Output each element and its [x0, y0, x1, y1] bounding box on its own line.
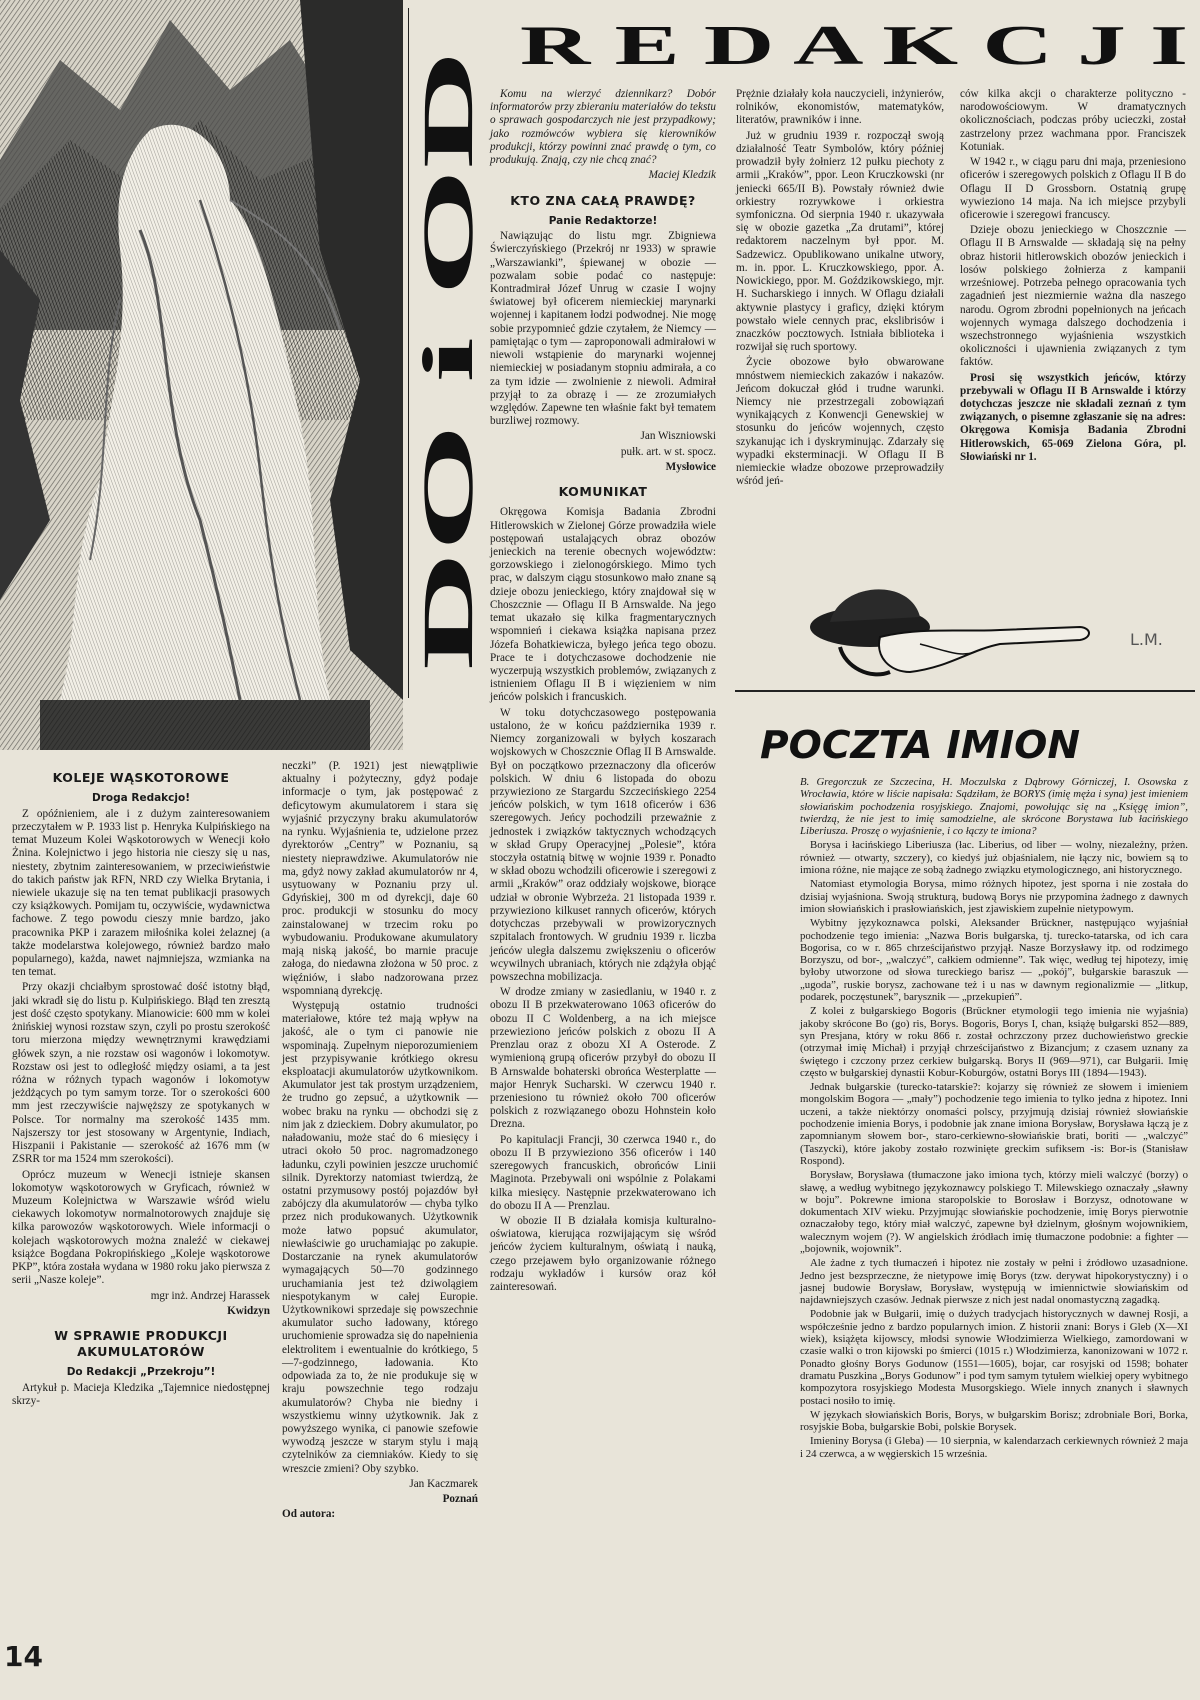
koleje-signature: mgr inż. Andrzej Harassek — [150, 1289, 270, 1302]
author-reply-signature: Maciej Kledzik — [648, 169, 716, 182]
poczta-paragraph: W językach słowiańskich Boris, Borys, w bułgarskim Borisz; zdrobniale Bori, Borka, rosyjskie Boba, bułgarskie Bobi, polskie Borysek. — [800, 1408, 1188, 1434]
koleje-title: KOLEJE WĄSKOTOROWE — [52, 770, 230, 785]
komunikat-paragraph: ców kilka akcji o charakterze polityczno - narodowościowym. W dramatycznych okolicznościach, podczas próby ucieczki, został zastrzelony przez wachmana ppor. Franciszek Kotuniak. — [960, 88, 1186, 153]
engraving-illustration — [0, 0, 403, 750]
column-rule — [408, 8, 409, 698]
poczta-paragraph: Z kolei z bułgarskiego Bogoris (Brückner etymologii tego imienia nie wyjaśnia) jakoby skrócone Bo (go) ris, Borys. Bogoris, Borys I, chan, książę bułgarski 852—889, syn Presjana, który w roku 866 r. został ochrzczony przez duchowieństwo greckie (otrzymał imię Michał) i przyjął chrześcijaństwo z Bizancjum; z czasem uznany za świętego i czczony przez cerkiew bułgarską. Borys II (969—971), car Bułgarii. Imię często w bułgarskiej dynastii Kobur-Koburgów, ostatni Borys III (1894—1943). — [800, 1005, 1188, 1079]
poczta-title — [760, 720, 1100, 773]
komunikat-end-column — [960, 88, 1186, 608]
poczta-paragraph: Wybitny językoznawca polski, Aleksander Brückner, następująco wyjaśniał pochodzenie tego imienia: „Nazwa Boris bułgarska, tj. turecko-tatarska, od ich cara Bogorisa, co w r. 865 chrześcijaństwo przyjął. Nasze Borzysławy itp. od rodzimego Borzyszu, od bor-, „walczyć”, całkiem odmienne”. Tak więc, według tej hipotezy, imię byłoby utworzone od słowa tureckiego barisz — „pokój”, bułgarskie baraszuk — „ugoda”, ruskie borysz, zachowane też i u nas w dawnym regionalizmie — „litkup, podarek, poczęstunek”, barysznik — „przekupień”. — [800, 917, 1188, 1004]
akumulatory-title: W SPRAWIE PRODUKCJI AKUMULATORÓW — [54, 1327, 228, 1360]
komunikat-appeal: Prosi się wszystkich jeńców, którzy przebywali w Oflagu II B Arnswalde i którzy dotychczas jeszcze nie składali zeznań z tym związanych, o pisemne zgłaszanie się na adres: Okręgowa Komisja Badania Zbrodni Hitlerowskich, 65-069 Zielona Góra, pl. Słowiański nr 1. — [960, 371, 1186, 463]
koleje-paragraph: Przy okazji chciałbym sprostować dość istotny błąd, jaki wkradł się do listu p. Kulpińskiego. Błąd ten zresztą jest dość często spotykany. Mianowicie: 600 mm w kolei żnińskiej wynosi rozstaw szyn, czyli po prostu szerokość toru mierzona między wewnętrznymi krawędziami główek szyn, a nie rozstaw osi wagonów i lokomotyw. Rozstaw osi jest to odległość między osiami, a ta jest różna w różnych typach wagonów i lokomotyw jeżdżących po tym samym torze. Tor o szerokości 600 mm jest rzeczywiście najwęższy ze spotykanych w Polsce. Tor normalny ma szerokość 1435 mm. Najszerszy tor jest stosowany w Argentynie, Indiach, Hiszpanii i Pakistanie — szerokość aż 1676 mm (w ZSRR tor ma 1524 mm szerokości). — [12, 981, 270, 1166]
komunikat-title: KOMUNIKAT — [558, 484, 648, 500]
akumulatory-greeting: Do Redakcji „Przekroju”! — [66, 1366, 216, 1379]
komunikat-paragraph: Okręgowa Komisja Badania Zbrodni Hitlerowskich w Zielonej Górze prowadziła wiele postępowań ustalających obraz obozów jenieckich na terenie obecnych województw: gorzowskiego i zielonogórskiego. Mimo tych prac, w dalszym ciągu stosunkowo mało znane są dzieje obozu jenieckiego, który znajdował się w Choszcznie — Oflagu II B Arnswalde. Na jego temat ukazało się kilka fragmentarycznych wspomnień i ciekawa książka napisana przez Józefa Bohatkiewicza, byłego jeńca tego obozu. Prace te i dotychczasowe dochodzenie nie wyczerpują wszystkich problemów, związanych z istnieniem Oflagu II B i więzieniem w nim jeńców polskich i francuskich. — [490, 506, 716, 704]
akumulatory-signature: Jan Kaczmarek — [409, 1477, 478, 1490]
kto-zna-title: KTO ZNA CAŁĄ PRAWDĘ? — [510, 192, 696, 208]
poczta-lead: B. Gregorczuk ze Szczecina, H. Moczulska z Dąbrowy Górniczej, I. Osowska z Wrocławia, które w liście napisała: Sądziłam, że BORYS (imię męża i syna) jest imieniem słowiańskim pochodzenia rosyjskiego. Znajomi, powołując się na „Księgę imion”, twierdzą, że nie jest to imię samodzielne, ale skrócone Borystawa lub łacińskiego Liberiusza. Proszę o wyjaśnienie, i co łączy te imiona? — [800, 776, 1188, 838]
poczta-title-text: POCZTA IMION — [760, 723, 1080, 767]
poczta-paragraph: Borysław, Borysława (tłumaczone jako imiona tych, którzy mieli walczyć (borzy) o sławę, a według wybitnego językoznawcy polskiego T. Milewskiego oznaczały „sławny w boju”. Pokrewne imiona staropolskie to Borosław i Borzysz, odnotowane w dokumentach XIV wieku. Przyjmując słowiańskie pochodzenie, imię Borys pierwotnie oznaczałoby tego, który miał walczyć, zapewne był dzielnym, głośnym wojownikiem, walecznym wojem (?). W angielskich źródłach imię tłumaczone podobnie: a fighter — „bojownik, wojownik”. — [800, 1169, 1188, 1255]
vertical-title-text: DO i OD — [408, 397, 488, 670]
koleje-paragraph: Oprócz muzeum w Wenecji istnieje skansen lokomotyw wąskotorowych w Gryficach, również w Muzeum Kolejnictwa w Warszawie wśród wielu ciekawych lokomotyw normalnotorowych znajduje się kilka parowozów wąskotorowych. Wiele informacji o kolejach wąskotorowych można znaleźć w ciekawej książce Bogdana Pokropińskiego „Koleje wąskotorowe PKP”, która została wydana w 1980 roku jako pierwsza z serii „Nasze koleje”. — [12, 1168, 270, 1287]
author-reply-label: Od autora: — [282, 1508, 336, 1521]
kto-zna-city: Mysłowice — [665, 460, 716, 473]
middle-column — [490, 88, 716, 1690]
banner-title-text: R E D A K C J I — [520, 15, 1188, 77]
komunikat-paragraph: Dzieje obozu jenieckiego w Choszcznie — Oflagu II B Arnswalde — składają się na pełny obraz historii hitlerowskich obozów jenieckich i losów polskiego żołnierza z kampanii wrześniowej. Potrzeba pełnego opracowania tych zagadnień jest niezmiernie ważna dla naszego narodu. Ogrom zbrodni popełnionych na jeńcach wojennych wymaga dalszego dochodzenia i wszechstronnego wyjaśnienia wszystkich okoliczności i ujawnienia związanych z tym faktów. — [960, 224, 1186, 369]
komunikat-paragraph: W obozie II B działała komisja kulturalno-oświatowa, kierująca rozwijającym się wśród jeńców życiem kulturalnym, oświatą i nauką, czego przejawem było organizowanie różnego rodzaju wykładów i kursów oraz kół zainteresowań. — [490, 1214, 716, 1294]
komunikat-paragraph: Już w grudniu 1939 r. rozpoczął swoją działalność Teatr Symbolów, który później prowadził były żołnierz 12 pułku piechoty z armii „Kraków”, ppor. Leon Kruczkowski (nr jeniecki 665/II B). Powstały również dwie orkiestry rozrywkowe i orkiestra symfoniczna. Od sierpnia 1940 r. ukazywała się w obozie gazetka „Za drutami”, której redaktorem naczelnym był ppor. M. Sadzewicz. Opublikowano unikalne utwory, m. in. ppor. L. Kruczkowskiego, ppor. A. Nowickiego, ppor. M. Goździkowskiego, mjr. H. Sucharskiego i innych. W Oflagu działali aktywnie plastycy i graficy, dzięki którym powstało wiele cennych prac, ekslibrisów i znaczków pocztowych. Istniała biblioteka i rozwijał się ruch sportowy. — [736, 129, 944, 354]
poczta-paragraph: Borysa i łacińskiego Liberiusza (łac. Liberius, od liber — wolny, niezależny, prżen. również — otwarty, szczery), co kiedyś już objaśnialem, nie łączy nic, bowiem są to imiona różne, nie mające ze sobą żadnego związku etymologicznego, ani historycznego. — [800, 839, 1188, 877]
poczta-paragraph: Podobnie jak w Bułgarii, imię o dużych tradycjach historycznych w dawnej Rosji, a współcześnie jedno z bardzo popularnych imion. Z historii znani: Borys i Gleb (X—XI wiek), książęta kijowscy, młodsi synowie Włodzimierza Wielkiego, zamordowani w czasie walki o tron kijowski po śmierci (1015 r.) Włodzimierza, kanonizowani w 1072 r. Ponadto głośny Borys Godunow (1551—1605), bojar, car rosyjski od 1598; bohater dramatu Puszkina „Borys Godunow” i pod tym samym tytułem wielkiej opery wybitnego kompozytora rosyjskiego Modesta Musorgskiego. Wiele innych znanych i sławnych postaci nosiło to imię. — [800, 1308, 1188, 1407]
poczta-paragraph: Jednak bułgarskie (turecko-tatarskie?: kojarzy się również ze słowem i imieniem mongolskim Bogora — „mały”) pochodzenie tego imienia to tylko jedna z hipotez. Inni uczeni, a także niektórzy onomaści polscy, przyjmują dzisiaj również słowiańskie pochodzenie imienia Borys, i podobnie jak znane imiona Borysław, Borysława łączą je z zapomnianym słowem bor-, staro-cerkiewno-słowiańskie brati, boriti — „walczyć” (Taszycki), które jakoby zostało rozwinięte greckim sufiksem -is: Bor-is (Stanisław Rospond). — [800, 1081, 1188, 1167]
pointing-hand-icon — [800, 572, 1100, 692]
author-reply: Komu na wierzyć dziennikarz? Dobór informatorów przy zbieraniu materiałów do tekstu o sprawach gospodarczych nie jest przypadkowy; jako rozmówców wybiera się kierowników produkcji, którzy powinni znać prawdę o tym, co produkują. Znają, czy nie chcą znać? — [490, 88, 716, 167]
koleje-greeting: Droga Redakcjo! — [92, 792, 190, 805]
kto-zna-greeting: Panie Redaktorze! — [548, 214, 658, 227]
engraving-draped-figure-icon — [0, 0, 403, 750]
poczta-column — [800, 776, 1188, 1690]
komunikat-paragraph: Prężnie działały koła nauczycieli, inżynierów, rolników, ekonomistów, matematyków, literatów, prawników i inne. — [736, 88, 944, 127]
vertical-title — [408, 40, 488, 680]
komunikat-paragraph: Życie obozowe było obwarowane mnóstwem niemieckich zakazów i nakazów. Jeńcom dokuczał głód i trudne warunki. Niemcy nie przestrzegali zobowiązań wynikających z Konwencji Genewskiej w stosunku do jeńców wojennych, często szykanując ich i dyskryminując. Zdarzały się wypadki eksterminacji. W Oflagu II B niemieckie władze obozowe przeprowadziły wśród jeń- — [736, 356, 944, 488]
akumulatory-city: Poznań — [442, 1493, 478, 1506]
akumulatory-column — [282, 760, 478, 1690]
illustrator-initials: L.M. — [1130, 630, 1163, 649]
komunikat-paragraph: Po kapitulacji Francji, 30 czerwca 1940 r., do obozu II B przywieziono 356 oficerów i 140 szeregowych francuskich, obrońców Linii Maginota. Przebywali oni wspólnie z Polakami kilka miesięcy. Następnie przekwaterowano ich do obozu II A — Prenzlau. — [490, 1133, 716, 1212]
page-number: 14 — [4, 1640, 43, 1673]
akumulatory-intro: Artykuł p. Macieja Kledzika „Tajemnice niedostępnej skrzy- — [12, 1381, 270, 1408]
banner-title — [520, 12, 1190, 77]
kto-zna-signature: Jan Wiszniowski — [640, 430, 716, 443]
kto-zna-paragraph: Nawiązując do listu mgr. Zbigniewa Świerczyńskiego (Przekrój nr 1933) w sprawie „Warszawianki”, śpiewanej w obozie — pozwalam sobie podać co następuje: Kontradmirał Józef Unrug w czasie I wojny światowej był oficerem niemieckiej marynarki wojennej i kapitanem łodzi podwodnej. Nie mogę sobie przypomnieć gdzie czytałem, że Niemcy — pamiętając o tym — zaproponowali admirałowi w niewoli wstąpienie do marynarki wojennej niemieckiej w posiadanym stopniu admirała, a co za tym idzie — zwolnienie z niewoli. Admirał przyjął to za obrazę i — ze zrozumiałych względów. Zapewne ten właśnie fakt był tematem burzliwej rozmowy. — [490, 230, 716, 428]
poczta-paragraph: Imieniny Borysa (i Gleba) — 10 sierpnia, w kalendarzach cerkiewnych również 2 maja i 24 czerwca, a w węgierskich 15 września. — [800, 1435, 1188, 1460]
poczta-paragraph: Ale żadne z tych tłumaczeń i hipotez nie zostały w pełni i źródłowo uzasadnione. Jedno jest bezsprzeczne, że nietypowe imię Borys (tzw. derywat hipokorystyczny) i o jasnej budowie Borysław, Borysław, występują w imiennictwie słowiańskim od najdawniejszych czasów. Jednak pierwsze z nich jest nadal onomastyczną zagadką. — [800, 1257, 1188, 1307]
koleje-paragraph: Z opóźnieniem, ale i z dużym zainteresowaniem przeczytałem w P. 1933 list p. Henryka Kulpińskiego na temat Muzeum Kolei Wąskotorowych w Wenecji koło Żnina. Kolejnictwo i jego historia nie cieszy się u nas, niestety, zbytnim zainteresowaniem, w przeciwieństwie do takich państw jak RFN, NRD czy Wielka Brytania, i niewiele ukazuje się na ten temat publikacji prasowych czy książkowych. Pomijam tu, oczywiście, wydawnictwa fachowe. Z tego powodu cieszy mnie bardzo, jako pracownika PKP i zarazem miłośnika kolei żelaznej (a także modelarstwa kolejowego, również bardzo mało popularnego), każda, nawet najmniejsza, wzmianka na ten temat. — [12, 807, 270, 979]
komunikat-paragraph: W drodze zmiany w zasiedlaniu, w 1940 r. z obozu II B przekwaterowano 1063 oficerów do obozu II C Woldenberg, a na ich miejsce przewieziono jeńców polskich z obozu II A Prenzlau oraz z obozu XI A Osterode. Z wymienioną grupą oficerów przybył do obozu II B Arnswalde bohaterski obrońca Westerplatte — major Henryk Sucharski. W czerwcu 1940 r. przeniesiono tu również około 700 oficerów polskich z rozwiązanego obozu Hohnstein koło Drezna. — [490, 986, 716, 1131]
kto-zna-rank: pułk. art. w st. spocz. — [620, 445, 716, 458]
akumulatory-paragraph: Występują ostatnio trudności materiałowe, które też mają wpływ na jakość, ale o tym ci panowie nie wspominają. Zupełnym nieporozumieniem jest przypisywanie krótkiego okresu eksploatacji akumulatorów użytkownikom. Akumulator jest tak prostym urządzeniem, że trudno go zepsuć, a użytkownik — wobec braku na rynku — obchodzi się z nim jak z dzieckiem. Dobry akumulator, po naładowaniu, może stać do 6 miesięcy i utraci około 50 proc. nagromadzonego ładunku, czyli powinien jeszcze uruchomić silnik. Dyrektorzy natomiast twierdzą, że ostatni przymusowy postój pojazdów był zabójczy dla akumulatorów — chyba tylko przez nich produkowanych. Użytkownik może łatwo popsuć akumulator, niewłaściwie go uruchamiając po zakupie. Dostarczanie na rynek akumulatorów wymagających 50—70 godzinnego uruchamiania jest też dziwolągiem niespotykanym w całej Europie. Użytkownikowi sprzedaje się powszechnie akumulator sucho ładowany, którego uruchomienie sprowadza się do napełnienia elektrolitem i ewentualnie do krótkiego, 5—7-godzinnego, ładowania. Kto odpowiada za to, że nie produkuje się w kraju powszechnie tego rodzaju akumulatorów? Chyba nie biedny i wszystkiemu winny użytkownik. Jak z powyższego wynika, ci panowie szefowie wywodzą jeszcze w starym stylu i mają czytelników za ciemniaków. Kiedy to się wreszcie zmieni? Oby szybko. — [282, 999, 478, 1475]
akumulatory-paragraph: neczki” (P. 1921) jest niewątpliwie aktualny i pożyteczny, gdyż podaje informacje o tym, jak postępować z deficytowym akumulatorem i stara się wyjaśnić przyczyny braku akumulatorów na rynku. Wyjaśnienia te, udzielone przez dyrektorów „Centry” w Poznaniu, są niestety nieprawdziwe. Akumulatorów nie ma, gdyż nowy zakład akumulatorów nr 4, usytuowany w Poznaniu przy ul. Gdyńskiej, 300 m od dyrekcji, daje 60 proc. produkcji w stosunku do mocy zainstalowanej w trzecim roku po wybudowaniu. Produkowane akumulatory mają niską jakość, bo marnie pracuje załoga, do niedawna złożona w 50 proc. z więźniów, i słabo nadzorowana przez wspomnianą dyrekcję. — [282, 760, 478, 997]
koleje-city: Kwidzyn — [227, 1304, 270, 1317]
komunikat-paragraph: W 1942 r., w ciągu paru dni maja, przeniesiono oficerów i szeregowych polskich z Oflagu II B do Oflagu II D Grossborn. Ostatnią grupę wywieziono 14 maja. Na ich miejsce przybyli oficerowie i szeregowi francuscy. — [960, 156, 1186, 221]
komunikat-paragraph: W toku dotychczasowego postępowania ustalono, że w końcu października 1939 r. Niemcy zorganizowali w byłych koszarach wojskowych w Choszcznie Oflag II B Arnswalde. Był on początkowo przeznaczony dla oficerów polskich. W dniu 6 listopada do obozu przywieziono ze Stargardu Szczecińskiego 2254 jeńców polskich, w tym 1618 oficerów i 636 szeregowych. Jeńcy pochodzili przeważnie z jednostek i związków taktycznych wchodzących w skład Grupy Operacyjnej „Polesie”, która stoczyła ostatnią bitwę w wojnie 1939 r. Ponadto w skład obozu wchodzili oficerowie i szeregowi z armii „Kraków” oraz oddziały wojskowe, biorące udział w obronie Wybrzeża. 21 listopada 1939 r. przywieziono kilkuset rannych oficerów, których dotychczas przebywali w prowizorycznych szpitalach frontowych. W grudniu 1939 r. liczba jeńców uległa dalszemu zwiększeniu o oficerów wcywilnych ubraniach, których nie zdążyła objąć powszechna mobilizacja. — [490, 706, 716, 983]
koleje-column — [12, 760, 270, 1640]
poczta-paragraph: Natomiast etymologia Borysa, mimo różnych hipotez, jest sporna i nie została do dzisiaj wyjaśniona. Swoją strukturą, budową Borys nie przypomina żadnego z dawnych imion słowiańskich i prasłowiańskich, jest zjawiskiem zupełnie nietypowym. — [800, 878, 1188, 915]
komunikat-continued-column — [736, 88, 944, 608]
